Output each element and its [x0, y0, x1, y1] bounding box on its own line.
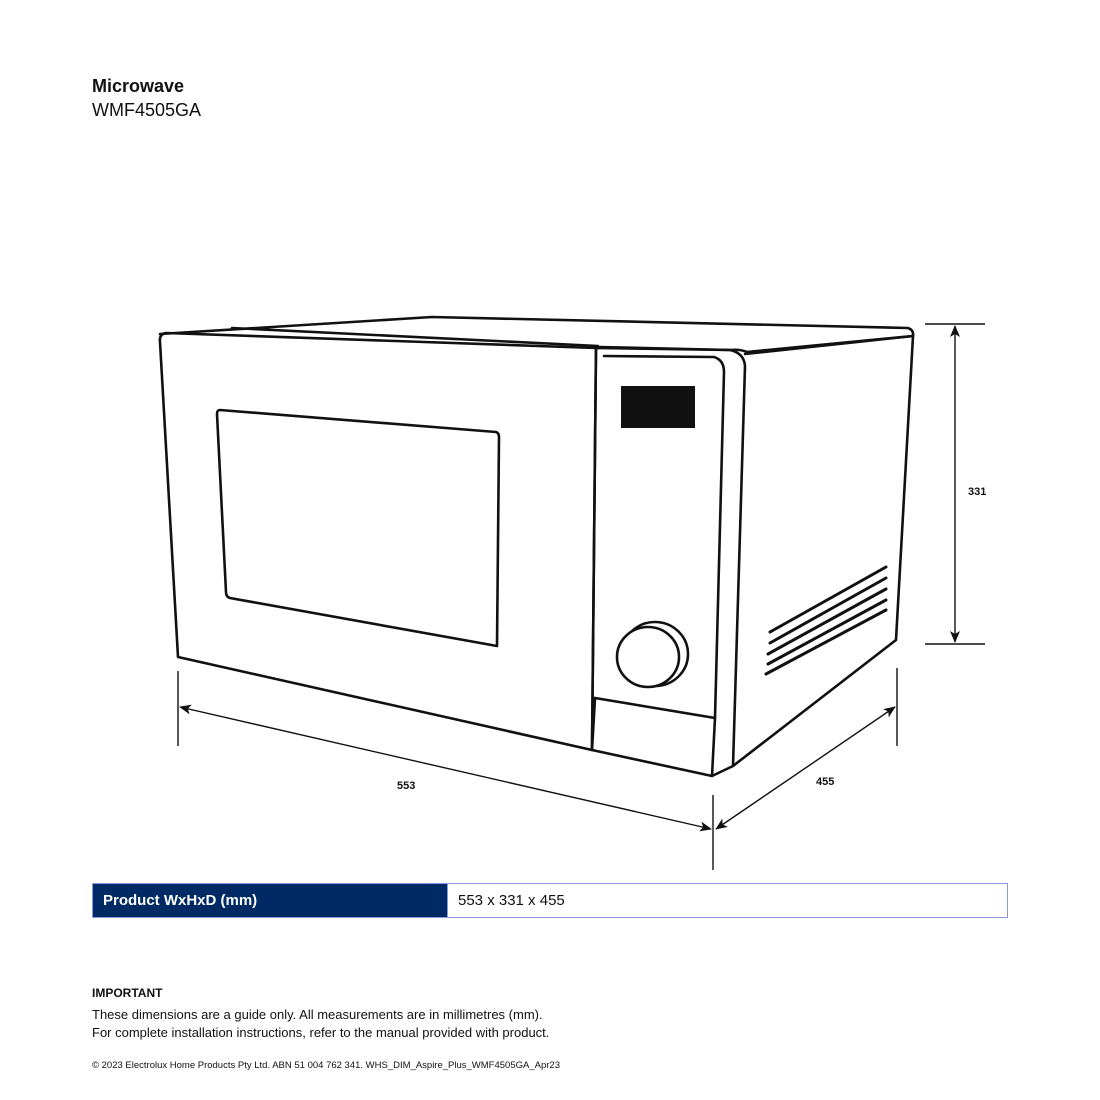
microwave-outline [160, 317, 913, 776]
model-number: WMF4505GA [92, 100, 202, 120]
depth-dimension-label: 455 [816, 776, 835, 788]
side-panel [733, 336, 913, 766]
width-dimension-label: 553 [397, 780, 416, 792]
notes-line-2: For complete installation instructions, refer to the manual provided with product. [92, 1025, 550, 1040]
depth-dimension [716, 668, 897, 829]
spec-table [92, 883, 1008, 918]
display-screen [621, 386, 695, 428]
notes-heading: IMPORTANT [92, 986, 163, 1000]
door-panel [160, 333, 596, 750]
width-dimension [178, 671, 713, 870]
footer-copyright: © 2023 Electrolux Home Products Pty Ltd. ABN 51 004 762 341. WHS_DIM_Aspire_Plus_WMF4505GA_Apr23 [92, 1060, 560, 1071]
door-window [217, 410, 499, 646]
product-type-title: Microwave [92, 76, 185, 96]
side-vents [766, 567, 886, 674]
important-notes [92, 984, 549, 1042]
height-dimension [925, 324, 985, 644]
height-dimension-label: 331 [968, 486, 987, 498]
spec-table-value: 553 x 331 x 455 [447, 884, 1007, 917]
notes-line-1: These dimensions are a guide only. All measurements are in millimetres (mm). [92, 1007, 543, 1022]
control-dial[interactable] [617, 622, 688, 687]
spec-table-label: Product WxHxD (mm) [93, 884, 447, 917]
